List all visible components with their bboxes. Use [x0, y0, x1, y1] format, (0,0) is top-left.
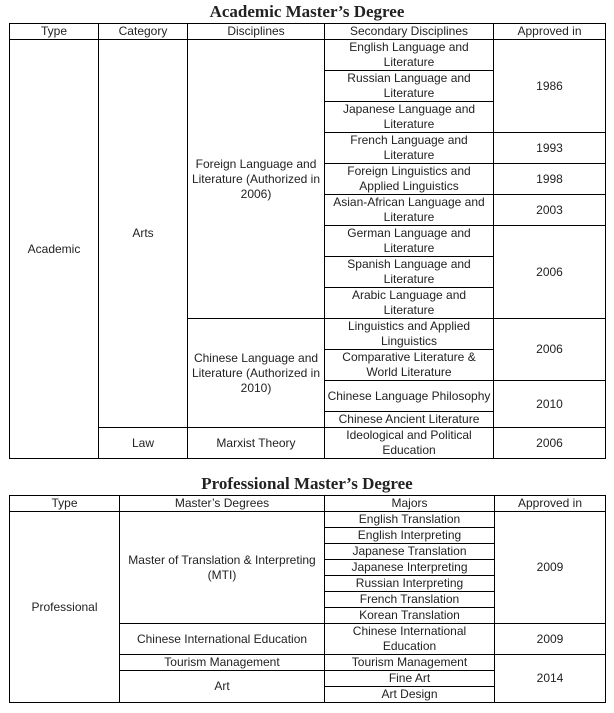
discipline-cell: Foreign Language and Literature (Authorized in 2006) — [188, 40, 325, 319]
academic-degree-table — [9, 23, 606, 459]
major-cell: Chinese International Education — [325, 624, 495, 655]
header-approved-in: Approved in — [495, 496, 606, 512]
academic-title: Academic Master’s Degree — [209, 2, 405, 21]
approved-year-cell: 2009 — [495, 512, 606, 624]
approved-year-cell: 2006 — [494, 428, 606, 459]
header-category: Category — [99, 24, 188, 40]
table-row — [10, 40, 606, 71]
table-row — [10, 512, 606, 528]
header-type: Type — [10, 496, 120, 512]
approved-year-cell: 1998 — [494, 164, 606, 195]
approved-year-cell: 2009 — [495, 624, 606, 655]
degree-cell: Chinese International Education — [120, 624, 325, 655]
category-cell: Law — [99, 428, 188, 459]
major-cell: Russian Interpreting — [325, 576, 495, 592]
secondary-discipline-cell: German Language and Literature — [325, 226, 494, 257]
secondary-discipline-cell: Spanish Language and Literature — [325, 257, 494, 288]
major-cell: Art Design — [325, 687, 495, 703]
type-cell: Professional — [10, 512, 120, 703]
secondary-discipline-cell: Japanese Language and Literature — [325, 102, 494, 133]
header-type: Type — [10, 24, 99, 40]
approved-year-cell: 1993 — [494, 133, 606, 164]
approved-year-cell: 2010 — [494, 381, 606, 428]
approved-year-cell: 2006 — [494, 319, 606, 381]
secondary-discipline-cell: Asian-African Language and Literature — [325, 195, 494, 226]
discipline-cell: Chinese Language and Literature (Authorized in 2010) — [188, 319, 325, 428]
professional-degree-table — [9, 495, 606, 703]
table-header-row — [10, 24, 606, 40]
category-cell: Arts — [99, 40, 188, 428]
secondary-discipline-cell: Ideological and Political Education — [325, 428, 494, 459]
major-cell: Japanese Translation — [325, 544, 495, 560]
table-header-row — [10, 496, 606, 512]
degree-cell: Tourism Management — [120, 655, 325, 671]
secondary-discipline-cell: Chinese Language Philosophy — [325, 381, 494, 412]
secondary-discipline-cell: Arabic Language and Literature — [325, 288, 494, 319]
major-cell: Korean Translation — [325, 608, 495, 624]
professional-title: Professional Master’s Degree — [201, 474, 413, 493]
major-cell: Fine Art — [325, 671, 495, 687]
approved-year-cell: 1986 — [494, 40, 606, 133]
secondary-discipline-cell: English Language and Literature — [325, 40, 494, 71]
header-secondary-disciplines: Secondary Disciplines — [325, 24, 494, 40]
degree-cell: Master of Translation & Interpreting (MTI) — [120, 512, 325, 624]
major-cell: Japanese Interpreting — [325, 560, 495, 576]
secondary-discipline-cell: Russian Language and Literature — [325, 71, 494, 102]
header-disciplines: Disciplines — [188, 24, 325, 40]
major-cell: English Interpreting — [325, 528, 495, 544]
major-cell: French Translation — [325, 592, 495, 608]
approved-year-cell: 2014 — [495, 655, 606, 703]
type-cell: Academic — [10, 40, 99, 459]
header-majors: Majors — [325, 496, 495, 512]
approved-year-cell: 2003 — [494, 195, 606, 226]
header-approved-in: Approved in — [494, 24, 606, 40]
secondary-discipline-cell: Chinese Ancient Literature — [325, 412, 494, 428]
secondary-discipline-cell: French Language and Literature — [325, 133, 494, 164]
approved-year-cell: 2006 — [494, 226, 606, 319]
table-row — [10, 428, 606, 459]
secondary-discipline-cell: Foreign Linguistics and Applied Linguistics — [325, 164, 494, 195]
degree-cell: Art — [120, 671, 325, 703]
discipline-cell: Marxist Theory — [188, 428, 325, 459]
secondary-discipline-cell: Comparative Literature & World Literature — [325, 350, 494, 381]
header-masters-degrees: Master’s Degrees — [120, 496, 325, 512]
major-cell: Tourism Management — [325, 655, 495, 671]
major-cell: English Translation — [325, 512, 495, 528]
secondary-discipline-cell: Linguistics and Applied Linguistics — [325, 319, 494, 350]
